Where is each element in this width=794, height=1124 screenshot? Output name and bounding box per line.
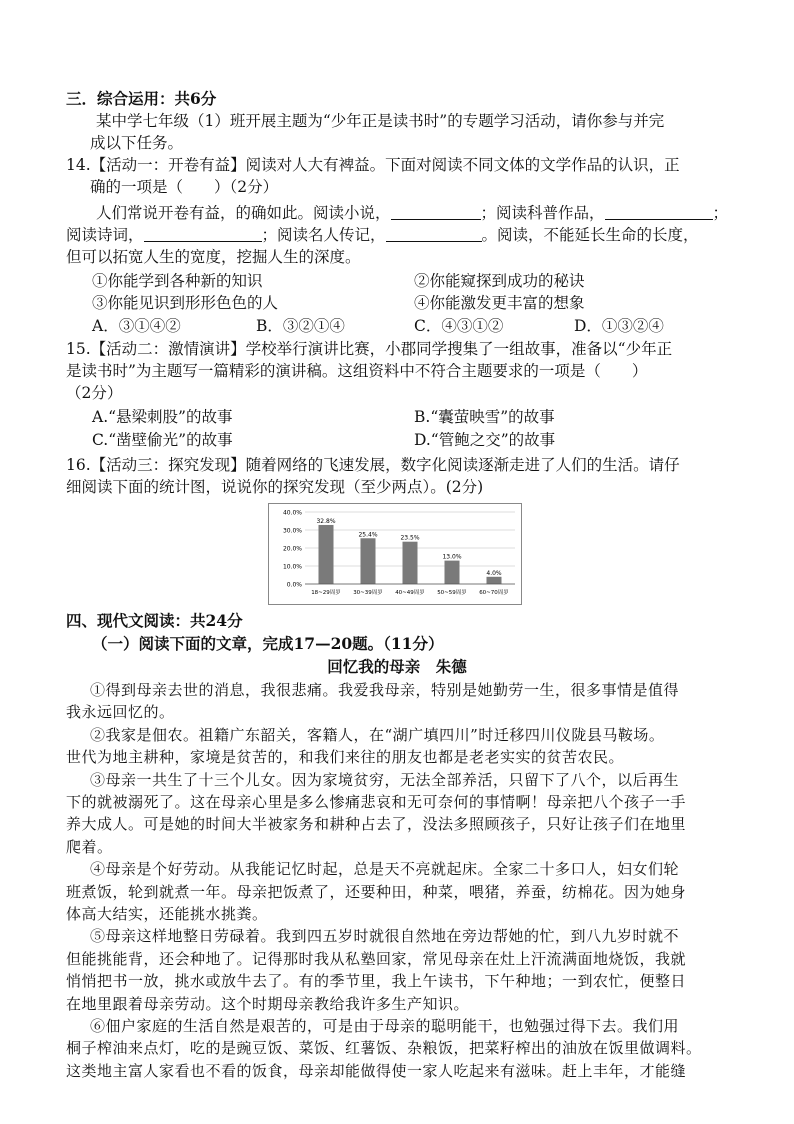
x-category-label: 30~39周岁 bbox=[353, 590, 383, 596]
bar bbox=[487, 577, 502, 584]
q14-option-d[interactable]: D．①③②④ bbox=[574, 317, 664, 335]
q14-option-a[interactable]: A．③①④② bbox=[92, 317, 181, 335]
article-line: 班煮饭，轮到就煮一年。母亲把饭煮了，还要种田，种菜，喂猪，养蚕，纺棉花。因为她身 bbox=[66, 882, 687, 901]
q14-passage-text: ；阅读科普作品， bbox=[480, 204, 605, 222]
article-line: ⑤母亲这样地整日劳碌着。我到四五岁时就很自然地在旁边帮她的忙，到八九岁时就不 bbox=[90, 927, 680, 946]
bar bbox=[445, 561, 460, 584]
section3-intro-line2: 成以下任务。 bbox=[90, 134, 184, 152]
y-tick-label: 10.0% bbox=[282, 563, 302, 571]
q14-stem-line2: 确的一项是（ ）（2分） bbox=[90, 178, 279, 196]
q15-option-a[interactable]: A.“悬梁刺股”的故事 bbox=[92, 408, 233, 426]
x-category-label: 50~59周岁 bbox=[437, 590, 467, 596]
q14-passage-text: 阅读诗词， bbox=[66, 226, 144, 244]
q14-passage-line3: 但可以拓宽人生的宽度，挖掘人生的深度。 bbox=[66, 248, 361, 266]
article-line: 体高大结实，还能挑水挑粪。 bbox=[66, 905, 268, 923]
y-tick-label: 0.0% bbox=[286, 581, 302, 589]
q14-item-1: ①你能学到各种新的知识 bbox=[92, 272, 263, 290]
q14-item-2: ②你能窥探到成功的秘诀 bbox=[414, 272, 585, 290]
article-title: 回忆我的母亲 朱德 bbox=[327, 657, 467, 676]
section3-intro-line1: 某中学七年级（1）班开展主题为“少年正是读书时”的专题学习活动，请你参与并完 bbox=[96, 112, 665, 130]
answer-blank[interactable] bbox=[386, 227, 482, 242]
x-category-label: 60~70周岁 bbox=[479, 590, 509, 596]
bar-value-label: 4.0% bbox=[486, 569, 502, 577]
q14-passage-text: 人们常说开卷有益，的确如此。阅读小说， bbox=[96, 204, 391, 222]
q15-stem-line1: 15.【活动二：激情演讲】学校举行演讲比赛，小郡同学搜集了一组故事，准备以“少年正 bbox=[66, 340, 673, 358]
bar-value-label: 23.5% bbox=[400, 534, 420, 542]
q14-passage-text: ；阅读名人传记， bbox=[261, 226, 386, 244]
article-line: ⑥佃户家庭的生活自然是艰苦的，可是由于母亲的聪明能干，也勉强过得下去。我们用 bbox=[90, 1017, 680, 1035]
age-bar-chart bbox=[268, 503, 522, 605]
q14-option-b[interactable]: B．③②①④ bbox=[256, 317, 345, 335]
bar-chart-svg bbox=[269, 504, 521, 604]
y-tick-label: 30.0% bbox=[282, 527, 302, 535]
q15-option-d[interactable]: D.“管鲍之交”的故事 bbox=[414, 431, 556, 449]
q15-option-b[interactable]: B.“囊萤映雪”的故事 bbox=[414, 408, 555, 426]
article-line: 但能挑能背，还会种地了。记得那时我从私塾回家，常见母亲在灶上汗流满面地烧饭，我就 bbox=[66, 949, 687, 968]
article-line: 我永远回忆的。 bbox=[66, 703, 175, 722]
q15-option-c[interactable]: C.“凿壁偷光”的故事 bbox=[92, 431, 233, 449]
q15-stem-line2: 是读书时”为主题写一篇精彩的演讲稿。这组资料中不符合主题要求的一项是（ ） bbox=[66, 362, 648, 380]
article-line: 悄悄把书一放，挑水或放牛去了。有的季节里，我上午读书，下午种地；一到农忙，便整日 bbox=[66, 972, 687, 991]
article-line: 养大成人。可是她的时间大半被家务和耕种占去了，没法多照顾孩子，只好让孩子们在地里 bbox=[66, 815, 687, 834]
answer-blank[interactable] bbox=[144, 227, 262, 242]
x-category-label: 18~29周岁 bbox=[311, 590, 341, 596]
article-line: ②我家是佃农。祖籍广东韶关，客籍人，在“湖广填四川”时迁移四川仪陇县马鞍场。 bbox=[90, 725, 665, 744]
article-line: ④母亲是个好劳动。从我能记忆时起，总是天不亮就起床。全家二十多口人，妇女们轮 bbox=[90, 860, 680, 879]
bar-value-label: 25.4% bbox=[358, 531, 378, 539]
q15-stem-line3: （2分） bbox=[66, 384, 123, 402]
section4-title: 四、现代文阅读：共24分 bbox=[66, 611, 243, 630]
bar bbox=[319, 525, 334, 584]
answer-blank[interactable] bbox=[391, 205, 481, 220]
bar bbox=[403, 542, 418, 584]
q16-stem-line1: 16.【活动三：探究发现】随着网络的飞速发展，数字化阅读逐渐走进了人们的生活。请仔 bbox=[66, 456, 680, 474]
article-line: 下的就被溺死了。这在母亲心里是多么惨痛悲哀和无可奈何的事情啊！母亲把八个孩子一手 bbox=[66, 793, 687, 811]
article-line: 爬着。 bbox=[66, 837, 113, 856]
section4-subtitle: （一）阅读下面的文章，完成17—20题。（11分） bbox=[92, 634, 444, 653]
section3-title: 三．综合运用：共6分 bbox=[66, 89, 217, 108]
y-tick-label: 40.0% bbox=[282, 509, 302, 517]
bar bbox=[361, 538, 376, 584]
article-line: 桐子榨油来点灯，吃的是豌豆饭、菜饭、红薯饭、杂粮饭，把菜籽榨出的油放在饭里做调料。 bbox=[66, 1039, 702, 1058]
q14-passage-text: 。阅读，不能延长生命的长度， bbox=[481, 226, 699, 244]
q14-option-c[interactable]: C．④③①② bbox=[414, 317, 504, 335]
q14-passage-line1 bbox=[96, 202, 758, 224]
q14-item-4: ④你能激发更丰富的想象 bbox=[414, 294, 585, 312]
article-line: 在地里跟着母亲劳动。这个时期母亲教给我许多生产知识。 bbox=[66, 994, 470, 1013]
bar-value-label: 13.0% bbox=[442, 553, 462, 561]
q16-stem-line2: 细阅读下面的统计图，说说你的探究发现（至少两点）。(2分) bbox=[66, 478, 484, 496]
answer-blank[interactable] bbox=[605, 205, 713, 220]
article-line: ③母亲一共生了十三个儿女。因为家境贫穷，无法全部养活，只留下了八个，以后再生 bbox=[90, 770, 680, 789]
article-line: ①得到母亲去世的消息，我很悲痛。我爱我母亲，特别是她勤劳一生，很多事情是值得 bbox=[90, 681, 680, 699]
q14-passage-line2 bbox=[66, 224, 728, 246]
q14-passage-text: ； bbox=[712, 204, 729, 222]
x-category-label: 40~49周岁 bbox=[395, 590, 425, 596]
y-tick-label: 20.0% bbox=[282, 545, 302, 553]
article-line: 世代为地主耕种，家境是贫苦的，和我们来往的朋友也都是老老实实的贫苦农民。 bbox=[66, 748, 625, 767]
article-line: 这类地主富人家看也不看的饭食，母亲却能做得使一家人吃起来有滋味。赶上丰年，才能缝 bbox=[66, 1061, 687, 1080]
bar-value-label: 32.8% bbox=[316, 517, 336, 525]
q14-item-3: ③你能见识到形形色色的人 bbox=[92, 294, 279, 312]
q14-stem-line1: 14.【活动一：开卷有益】阅读对人大有裨益。下面对阅读不同文体的文学作品的认识，正 bbox=[66, 156, 680, 174]
